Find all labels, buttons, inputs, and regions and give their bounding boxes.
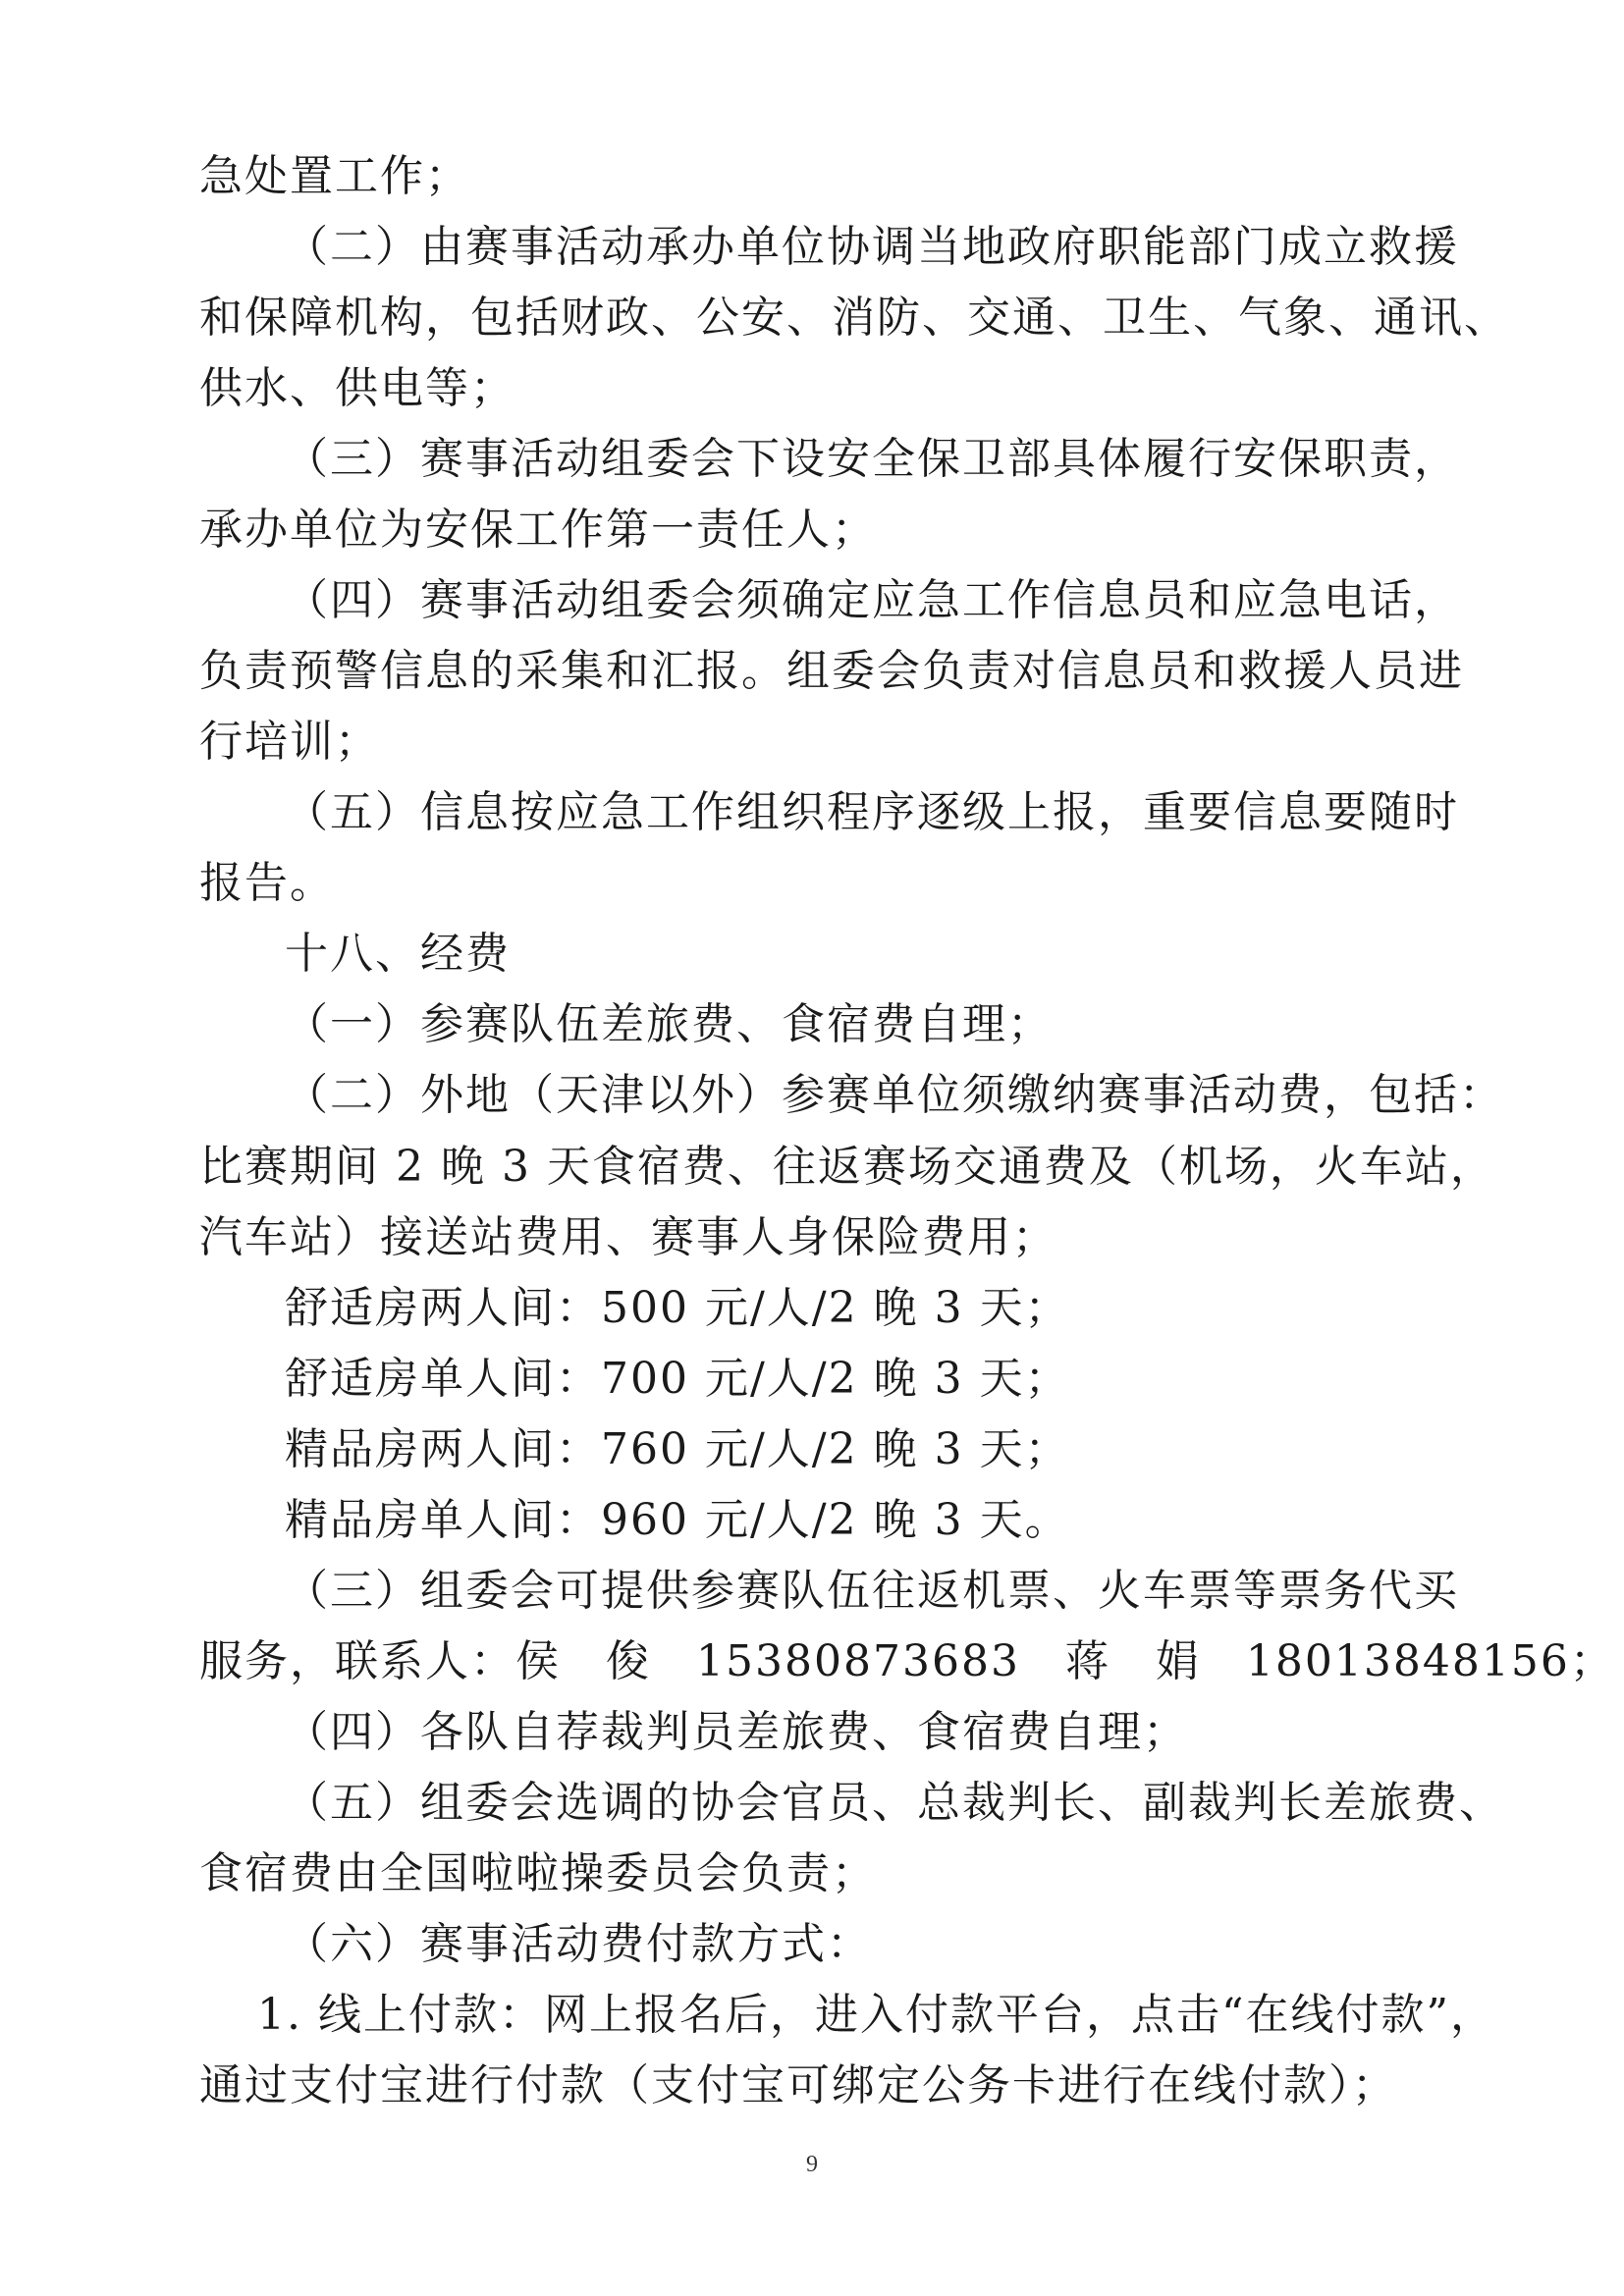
paragraph-line: 行培训； bbox=[199, 717, 380, 767]
contact-line: 服务，联系人：侯 俊 15380873683 蒋 娟 18013848156； bbox=[199, 1636, 1615, 1686]
paragraph-line: 负责预警信息的采集和汇报。组委会负责对信息员和救援人员进 bbox=[199, 646, 1464, 696]
paragraph-line: 汽车站）接送站费用、赛事人身保险费用； bbox=[199, 1212, 1057, 1262]
paragraph-line: 通过支付宝进行付款（支付宝可绑定公务卡进行在线付款）； bbox=[199, 2060, 1397, 2110]
paragraph-line: 比赛期间 2 晚 3 天食宿费、往返赛场交通费及（机场，火车站， bbox=[199, 1142, 1495, 1192]
paragraph-line: （四）各队自荐裁判员差旅费、食宿费自理； bbox=[285, 1707, 1188, 1757]
paragraph-line: 供水、供电等； bbox=[199, 363, 515, 413]
paragraph-line: （四）赛事活动组委会须确定应急工作信息员和应急电话， bbox=[285, 575, 1459, 625]
paragraph-line: 和保障机构，包括财政、公安、消防、交通、卫生、气象、通讯、 bbox=[199, 293, 1509, 343]
paragraph-line: 1. 线上付款：网上报名后，进入付款平台，点击“在线付款”， bbox=[257, 1990, 1495, 2040]
price-line: 精品房两人间：760 元/人/2 晚 3 天； bbox=[285, 1424, 1070, 1474]
paragraph-line: （一）参赛队伍差旅费、食宿费自理； bbox=[285, 999, 1053, 1049]
price-line: 精品房单人间：960 元/人/2 晚 3 天。 bbox=[285, 1495, 1070, 1545]
price-line: 舒适房单人间：700 元/人/2 晚 3 天； bbox=[285, 1354, 1070, 1404]
paragraph-line: （五）组委会选调的协会官员、总裁判长、副裁判长差旅费、 bbox=[285, 1778, 1504, 1828]
paragraph-line: （六）赛事活动费付款方式： bbox=[285, 1919, 872, 1969]
paragraph-line: （二）由赛事活动承办单位协调当地政府职能部门成立救援 bbox=[285, 222, 1459, 272]
paragraph-line: 报告。 bbox=[199, 858, 335, 908]
paragraph-line: （二）外地（天津以外）参赛单位须缴纳赛事活动费，包括： bbox=[285, 1070, 1504, 1120]
paragraph-line: （三）组委会可提供参赛队伍往返机票、火车票等票务代买 bbox=[285, 1566, 1459, 1616]
price-line: 舒适房两人间：500 元/人/2 晚 3 天； bbox=[285, 1283, 1070, 1333]
page-number: 9 bbox=[806, 2152, 818, 2177]
paragraph-line: （三）赛事活动组委会下设安全保卫部具体履行安保职责， bbox=[285, 434, 1459, 484]
paragraph-line: （五）信息按应急工作组织程序逐级上报，重要信息要随时 bbox=[285, 787, 1459, 837]
paragraph-line: 食宿费由全国啦啦操委员会负责； bbox=[199, 1848, 877, 1898]
paragraph-line: 承办单位为安保工作第一责任人； bbox=[199, 505, 877, 555]
section-heading: 十八、经费 bbox=[285, 929, 511, 979]
paragraph-line: 急处置工作； bbox=[199, 151, 470, 201]
